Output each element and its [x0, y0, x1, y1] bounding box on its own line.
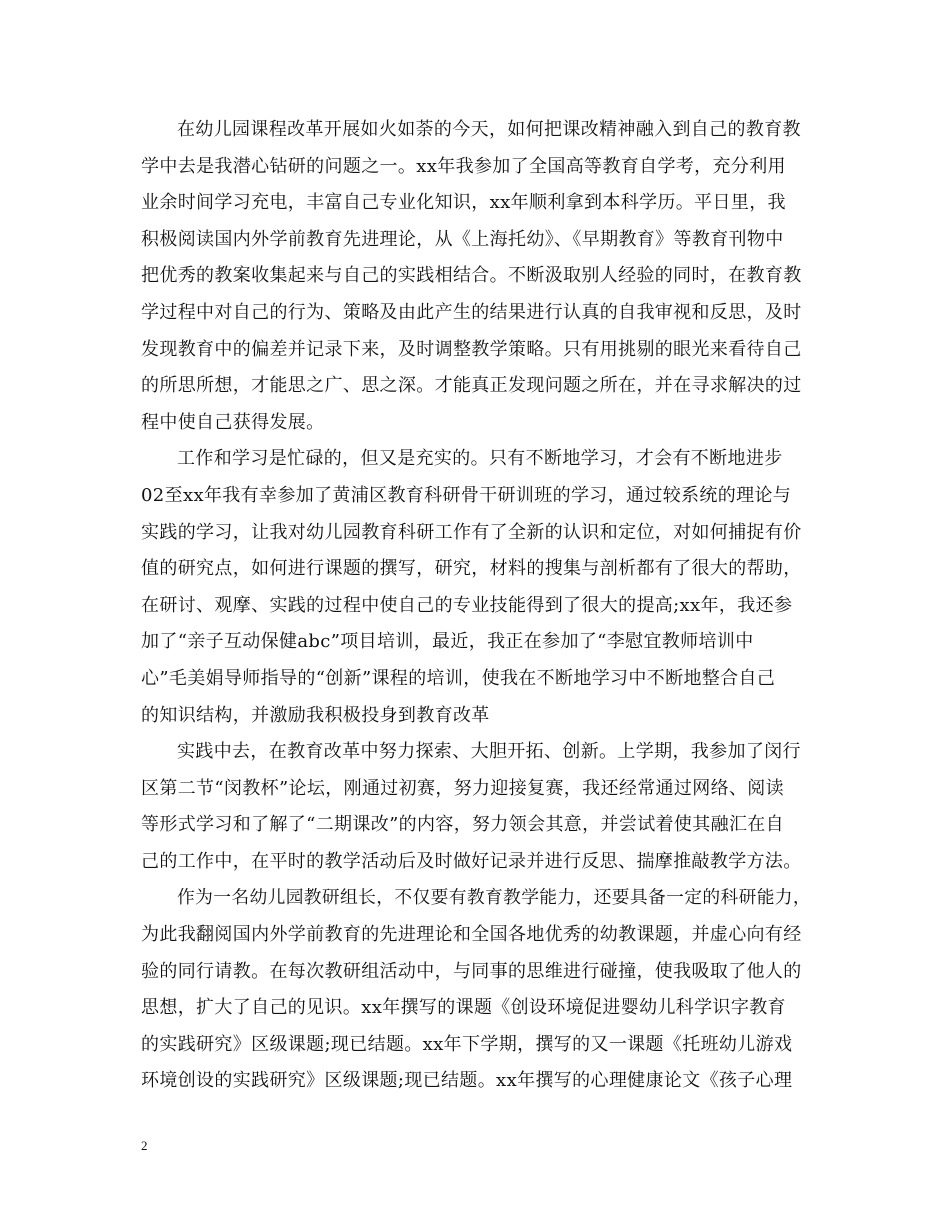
paragraph-first-line: 工作和学习是忙碌的，但又是充实的。只有不断地学习，才会有不断地进步 [177, 448, 783, 470]
text-line: 学中去是我潜心钻研的问题之一。xx年我参加了全国高等教育自学考，充分利用 [141, 155, 786, 177]
text-line: 业余时间学习充电，丰富自己专业化知识，xx年顺利拿到本科学历。平日里，我 [141, 192, 786, 214]
text-line: 把优秀的教案收集起来与自己的实践相结合。不断汲取别人经验的同时，在教育教 [141, 265, 802, 287]
text-line: 在研讨、观摩、实践的过程中使自己的专业技能得到了很大的提高;xx年，我还参 [141, 594, 793, 616]
text-line: 加了“亲子互动保健abc”项目培训，最近，我正在参加了“李慰宜教师培训中 [141, 631, 754, 653]
paragraph-first-line: 实践中去，在教育改革中努力探索、大胆开拓、创新。上学期，我参加了闵行 [177, 741, 801, 763]
text-line: 02至xx年我有幸参加了黄浦区教育科研骨干研训班的学习，通过较系统的理论与 [141, 484, 792, 506]
text-line: 的知识结构，并激励我积极投身到教育改革 [141, 704, 490, 726]
text-line: 己的工作中，在平时的教学活动后及时做好记录并进行反思、揣摩推敲教学方法。 [141, 850, 802, 872]
text-line: 实践的学习，让我对幼儿园教育科研工作有了全新的认识和定位，对如何捕捉有价 [141, 521, 802, 543]
text-line: 程中使自己获得发展。 [141, 411, 325, 433]
text-line: 思想，扩大了自己的见识。xx年撰写的课题《创设环境促进婴幼儿科学识字教育 [141, 997, 786, 1019]
text-line: 验的同行请教。在每次教研组活动中，与同事的思维进行碰撞，使我吸取了他人的 [141, 960, 802, 982]
text-line: 的所思所想，才能思之广、思之深。才能真正发现问题之所在，并在寻求解决的过 [141, 375, 802, 397]
paragraph-first-line: 在幼儿园课程改革开展如火如荼的今天，如何把课改精神融入到自己的教育教 [177, 119, 801, 140]
text-line: 环境创设的实践研究》区级课题;现已结题。xx年撰写的心理健康论文《孩子心理 [141, 1070, 793, 1092]
text-line: 等形式学习和了解了“二期课改”的内容，努力领会其意，并尝试着使其融汇在自 [141, 814, 785, 836]
text-line: 心”毛美娟导师指导的“创新”课程的培训，使我在不断地学习中不断地整合自己 [141, 667, 776, 689]
document-body [141, 112, 811, 1100]
page-number: 2 [141, 1138, 148, 1153]
text-line: 值的研究点，如何进行课题的撰写，研究，材料的搜集与剖析都有了很大的帮助， [141, 558, 802, 580]
text-line: 积极阅读国内外学前教育先进理论，从《上海托幼》、《早期教育》等教育刊物中 [141, 228, 784, 250]
text-line: 学过程中对自己的行为、策略及由此产生的结果进行认真的自我审视和反思，及时 [141, 301, 802, 323]
text-line: 区第二节“闵教杯”论坛，刚通过初赛，努力迎接复赛，我还经常通过网络、阅读 [141, 777, 785, 799]
text-line: 为此我翻阅国内外学前教育的先进理论和全国各地优秀的幼教课题，并虚心向有经 [141, 924, 802, 946]
text-line: 的实践研究》区级课题;现已结题。xx年下学期，撰写的又一课题《托班幼儿游戏 [141, 1033, 793, 1055]
paragraph-first-line: 作为一名幼儿园教研组长，不仅要有教育教学能力，还要具备一定的科研能力， [177, 887, 812, 909]
text-line: 发现教育中的偏差并记录下来，及时调整教学策略。只有用挑剔的眼光来看待自己 [141, 338, 802, 360]
